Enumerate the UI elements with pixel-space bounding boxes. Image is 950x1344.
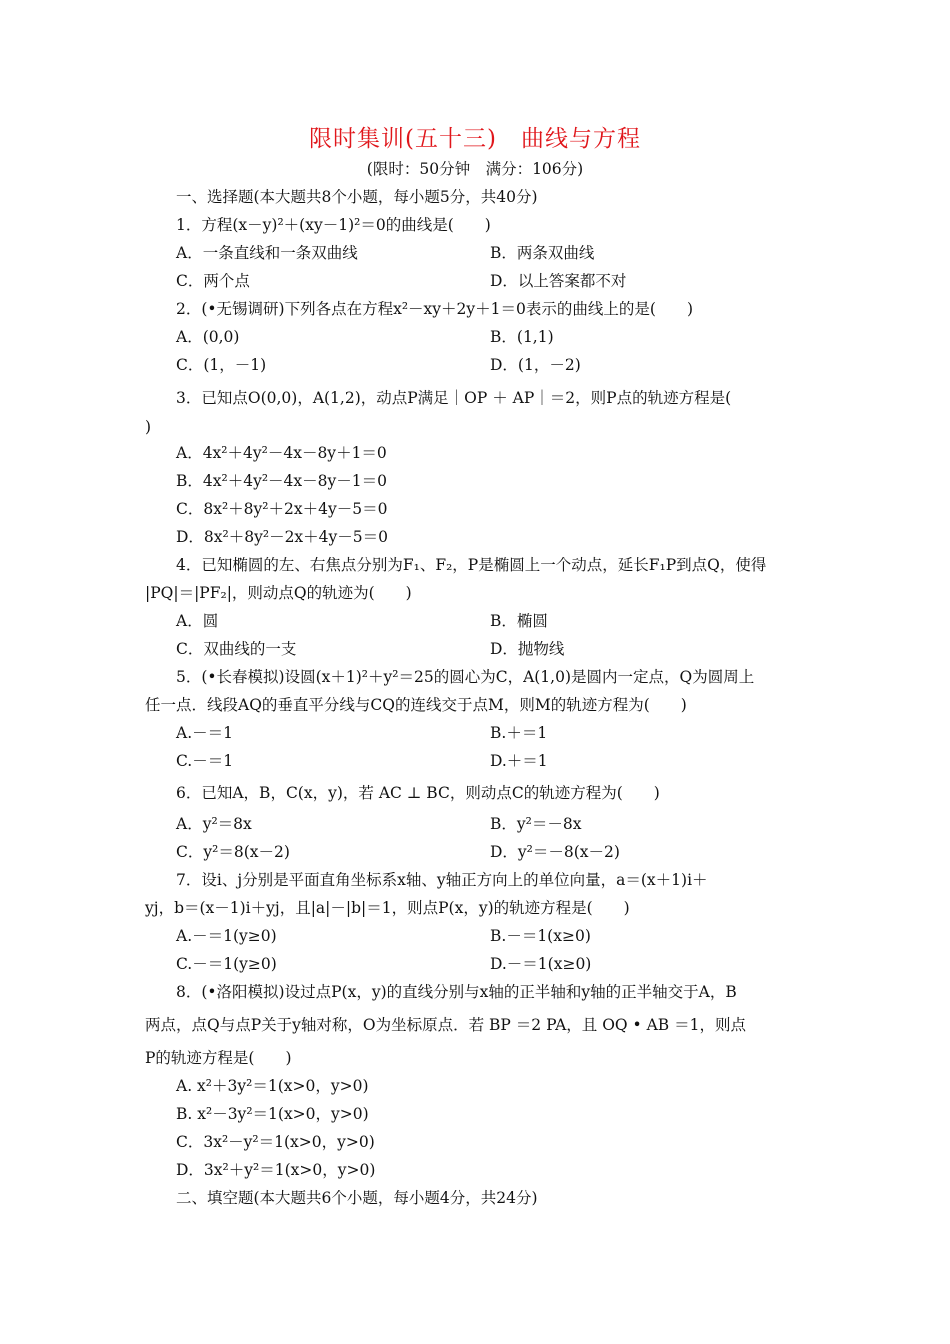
question-6-option-b: B．y²＝－8x [490,815,582,833]
question-4-option-c: C．双曲线的一支 [176,640,297,658]
question-4-stem: 4．已知椭圆的左、右焦点分别为F₁、F₂，P是椭圆上一个动点，延长F₁P到点Q，使得 [176,556,767,574]
question-4-option-b: B．椭圆 [490,612,548,630]
question-8-stem: 8．(•洛阳模拟)设过点P(x，y)的直线分别与x轴的正半轴和y轴的正半轴交于A，B [176,983,737,1001]
section-heading-fill-blank: 二、填空题(本大题共6个小题，每小题4分，共24分) [176,1189,538,1207]
question-4-stem-cont: |PQ|＝|PF₂|，则动点Q的轨迹为( ) [145,584,412,602]
question-1-option-b: B．两条双曲线 [490,244,595,262]
question-3-option-c: C．8x²＋8y²＋2x＋4y－5＝0 [176,500,388,518]
question-7-option-b: B.－＝1(x≥0) [490,927,591,945]
question-2-option-c: C．(1，－1) [176,356,267,374]
question-7-option-d: D.－＝1(x≥0) [490,955,592,973]
question-2-option-b: B．(1,1) [490,328,554,346]
question-6-option-a: A．y²＝8x [176,815,252,833]
question-4-option-d: D．抛物线 [490,640,565,658]
question-4-option-a: A．圆 [176,612,219,630]
question-7-stem-cont: yj，b＝(x－1)i＋yj，且|a|－|b|＝1，则点P(x，y)的轨迹方程是( ) [145,899,630,917]
question-8-option-b: B. x²－3y²＝1(x>0，y>0) [176,1105,369,1123]
question-3-option-d: D．8x²＋8y²－2x＋4y－5＝0 [176,528,389,546]
question-7-stem: 7．设i、j分别是平面直角坐标系x轴、y轴正方向上的单位向量，a＝(x＋1)i＋ [176,871,708,889]
question-7-option-a: A.－＝1(y≥0) [176,927,277,945]
question-7-option-c: C.－＝1(y≥0) [176,955,277,973]
question-5-option-d: D.＋＝1 [490,752,548,770]
question-3-stem: 3．已知点O(0,0)，A(1,2)，动点P满足｜OP ＋ AP｜＝2，则P点的轨迹方程是( [176,389,732,407]
question-1-stem: 1．方程(x－y)²＋(xy－1)²＝0的曲线是( ) [176,216,491,234]
question-8-option-a: A. x²＋3y²＝1(x>0，y>0) [176,1077,369,1095]
question-3-option-a: A．4x²＋4y²－4x－8y＋1＝0 [176,444,387,462]
question-8-stem-cont-2: P的轨迹方程是( ) [145,1049,292,1067]
question-5-option-a: A.－＝1 [176,724,233,742]
question-5-stem-cont: 任一点．线段AQ的垂直平分线与CQ的连线交于点M，则M的轨迹方程为( ) [145,696,687,714]
question-8-option-c: C．3x²－y²＝1(x>0，y>0) [176,1133,375,1151]
question-2-option-a: A．(0,0) [176,328,240,346]
question-3-stem-cont: ) [145,418,152,436]
question-8-stem-cont: 两点，点Q与点P关于y轴对称，O为坐标原点．若 BP ＝2 PA，且 OQ • AB ＝1，则点 [145,1016,746,1034]
question-3-option-b: B．4x²＋4y²－4x－8y－1＝0 [176,472,387,490]
section-heading-choice: 一、选择题(本大题共8个小题，每小题5分，共40分) [176,188,538,206]
question-6-option-d: D．y²＝－8(x－2) [490,843,620,861]
page-subtitle: (限时：50分钟 满分：106分) [366,160,584,178]
question-1-option-c: C．两个点 [176,272,250,290]
question-5-option-c: C.－＝1 [176,752,234,770]
question-5-option-b: B.＋＝1 [490,724,548,742]
question-8-option-d: D．3x²＋y²＝1(x>0，y>0) [176,1161,376,1179]
question-1-option-a: A．一条直线和一条双曲线 [176,244,358,262]
question-6-option-c: C．y²＝8(x－2) [176,843,290,861]
question-2-stem: 2．(•无锡调研)下列各点在方程x²－xy＋2y＋1＝0表示的曲线上的是( ) [176,300,693,318]
question-1-option-d: D．以上答案都不对 [490,272,627,290]
question-5-stem: 5．(•长春模拟)设圆(x＋1)²＋y²＝25的圆心为C，A(1,0)是圆内一定点，Q为圆周上 [176,668,755,686]
question-6-stem: 6．已知A，B，C(x，y)，若 AC ⊥ BC，则动点C的轨迹方程为( ) [176,784,660,802]
question-2-option-d: D．(1，－2) [490,356,581,374]
page-title: 限时集训(五十三) 曲线与方程 [309,126,641,152]
